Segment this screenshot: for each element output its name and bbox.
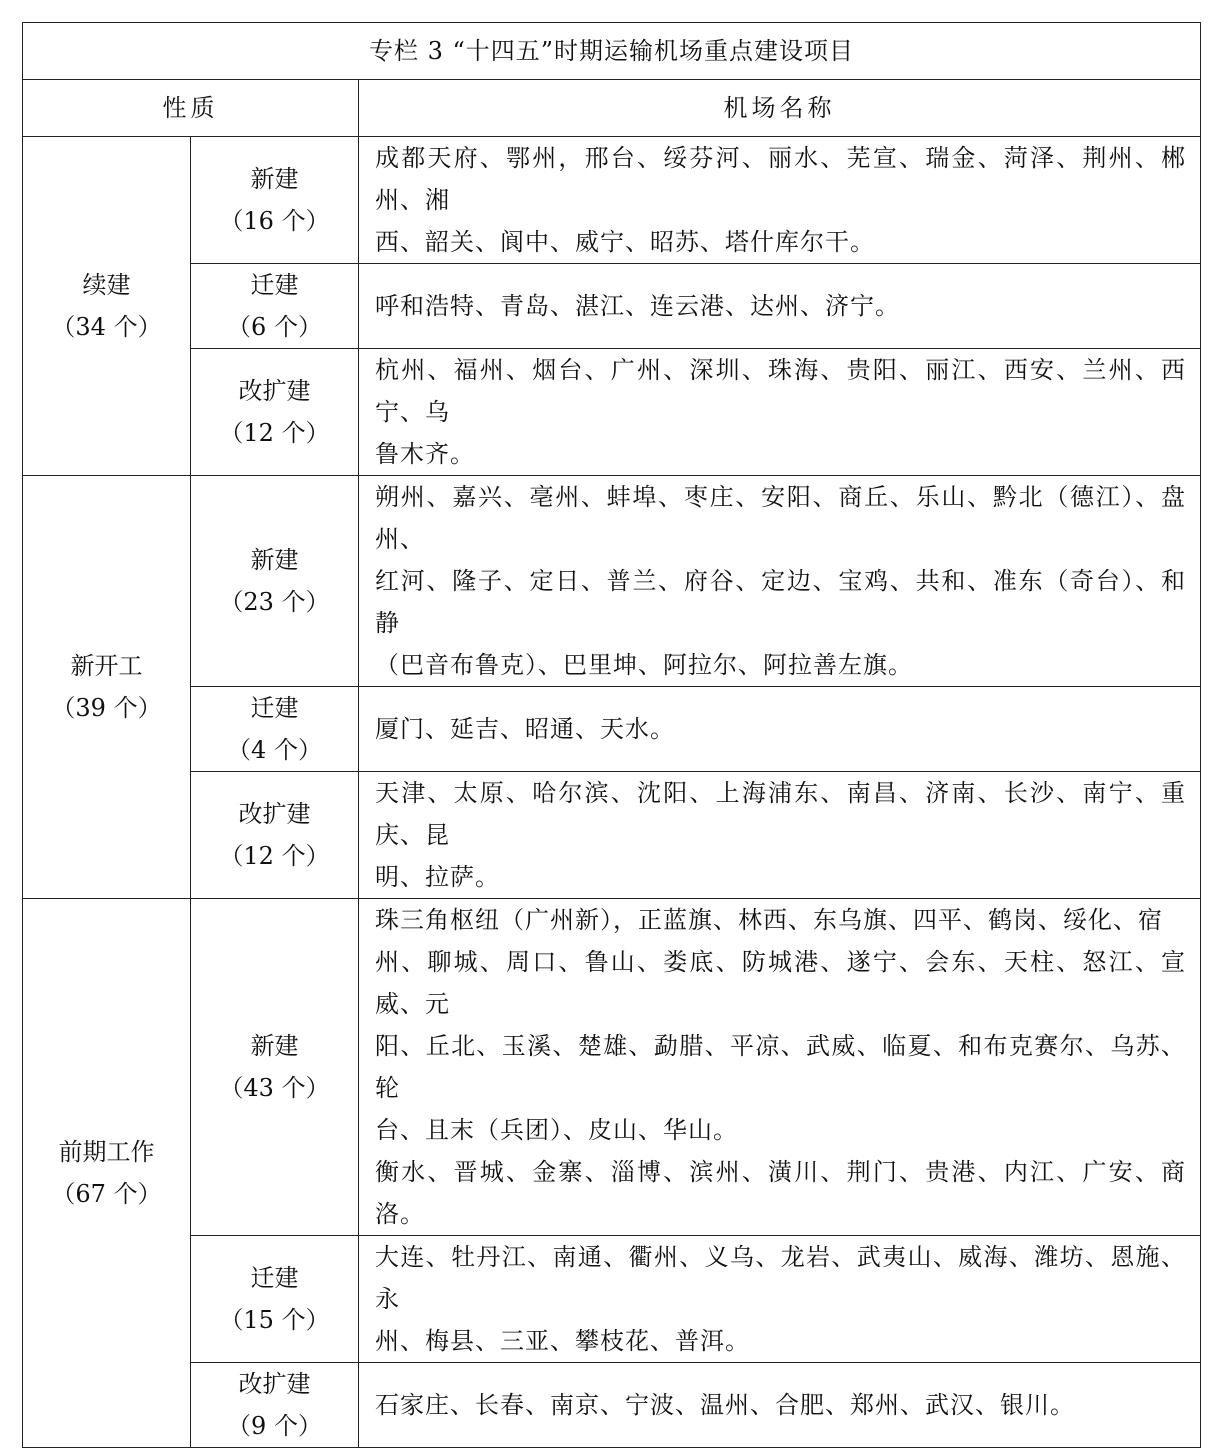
airport-names-line: （巴音布鲁克）、巴里坤、阿拉尔、阿拉善左旗。 (375, 651, 913, 679)
project-type-cell (191, 349, 359, 476)
project-type: 迁建 (250, 694, 299, 722)
airport-names-line: 石家庄、长春、南京、宁波、温州、合肥、郑州、武汉、银川。 (375, 1391, 1075, 1419)
airport-names-line: 衡水、晋城、金寨、淄博、滨州、潢川、荆门、贵港、内江、广安、商洛。 (375, 1158, 1187, 1228)
airport-names-line: 明、拉萨。 (375, 863, 500, 891)
airport-names-line: 朔州、嘉兴、亳州、蚌埠、枣庄、安阳、商丘、乐山、黔北（德江）、盘州、 (375, 483, 1187, 553)
airport-names-line: 台、且末（兵团）、皮山、华山。 (375, 1116, 738, 1144)
category-name: 新开工 (70, 652, 143, 680)
header-row (23, 80, 1201, 137)
airport-names-line: 州、聊城、周口、鲁山、娄底、防城港、遂宁、会东、天柱、怒江、宣威、元 (375, 948, 1187, 1018)
project-count: （12 个） (219, 842, 330, 870)
project-count: （9 个） (227, 1412, 322, 1440)
project-type: 改扩建 (238, 377, 311, 405)
airport-names-cell (359, 899, 1201, 1236)
table-row (23, 899, 1201, 1236)
airport-names-cell (359, 476, 1201, 687)
airport-projects-table (22, 22, 1201, 1448)
category-name: 前期工作 (58, 1138, 155, 1166)
project-type: 改扩建 (238, 800, 311, 828)
airport-names-line: 鲁木齐。 (375, 440, 475, 468)
airport-names-line: 大连、牡丹江、南通、衢州、义乌、龙岩、武夷山、威海、潍坊、恩施、永 (375, 1243, 1187, 1313)
category-count: （67 个） (51, 1180, 162, 1208)
airport-names-cell (359, 1363, 1201, 1448)
project-count: （6 个） (227, 313, 322, 341)
table-row (23, 476, 1201, 687)
project-type: 迁建 (250, 1264, 299, 1292)
project-type-cell (191, 899, 359, 1236)
category-count: （39 个） (51, 694, 162, 722)
project-count: （12 个） (219, 419, 330, 447)
project-type-cell (191, 476, 359, 687)
project-type-cell (191, 264, 359, 349)
category-cell (23, 899, 191, 1448)
project-type-cell (191, 687, 359, 772)
project-type-cell (191, 772, 359, 899)
airport-names-line: 阳、丘北、玉溪、楚雄、勐腊、平凉、武威、临夏、和布克赛尔、乌苏、轮 (375, 1032, 1187, 1102)
table-row (23, 137, 1201, 264)
airport-names-line: 厦门、延吉、昭通、天水。 (375, 715, 675, 743)
project-type-cell (191, 137, 359, 264)
project-count: （43 个） (219, 1074, 330, 1102)
project-count: （23 个） (219, 588, 330, 616)
category-count: （34 个） (51, 313, 162, 341)
project-type-cell (191, 1236, 359, 1363)
project-type: 新建 (250, 165, 299, 193)
project-type: 新建 (250, 1032, 299, 1060)
airport-names-cell (359, 772, 1201, 899)
category-cell (23, 137, 191, 476)
table-row (23, 264, 1201, 349)
table-row (23, 772, 1201, 899)
airport-names-line: 杭州、福州、烟台、广州、深圳、珠海、贵阳、丽江、西安、兰州、西宁、乌 (375, 356, 1187, 426)
project-type: 迁建 (250, 271, 299, 299)
airport-names-cell (359, 349, 1201, 476)
airport-names-cell (359, 137, 1201, 264)
project-type: 改扩建 (238, 1370, 311, 1398)
project-type: 新建 (250, 546, 299, 574)
airport-names-line: 天津、太原、哈尔滨、沈阳、上海浦东、南昌、济南、长沙、南宁、重庆、昆 (375, 779, 1187, 849)
project-count: （4 个） (227, 736, 322, 764)
table-row (23, 687, 1201, 772)
title-row (23, 23, 1201, 80)
airport-names-cell (359, 687, 1201, 772)
airport-names-line: 成都天府、鄂州，邢台、绥芬河、丽水、芜宣、瑞金、菏泽、荆州、郴州、湘 (375, 144, 1187, 214)
project-type-cell (191, 1363, 359, 1448)
category-cell (23, 476, 191, 899)
table-title: 专栏 3 “十四五”时期运输机场重点建设项目 (23, 23, 1201, 80)
project-count: （16 个） (219, 207, 330, 235)
category-name: 续建 (82, 271, 131, 299)
project-count: （15 个） (219, 1306, 330, 1334)
table-body (23, 23, 1201, 1448)
airport-names-line: 珠三角枢纽（广州新），正蓝旗、林西、东乌旗、四平、鹤岗、绥化、宿 (375, 906, 1163, 934)
airport-names-line: 呼和浩特、青岛、湛江、连云港、达州、济宁。 (375, 292, 900, 320)
header-nature: 性质 (23, 80, 359, 137)
airport-names-line: 红河、隆子、定日、普兰、府谷、定边、宝鸡、共和、准东（奇台）、和静 (375, 567, 1187, 637)
table-row (23, 1363, 1201, 1448)
header-airport-names: 机场名称 (359, 80, 1201, 137)
airport-names-cell (359, 1236, 1201, 1363)
airport-names-cell (359, 264, 1201, 349)
airport-names-line: 州、梅县、三亚、攀枝花、普洱。 (375, 1327, 750, 1355)
airport-names-line: 西、韶关、阆中、威宁、昭苏、塔什库尔干。 (375, 228, 875, 256)
table-row (23, 1236, 1201, 1363)
table-row (23, 349, 1201, 476)
